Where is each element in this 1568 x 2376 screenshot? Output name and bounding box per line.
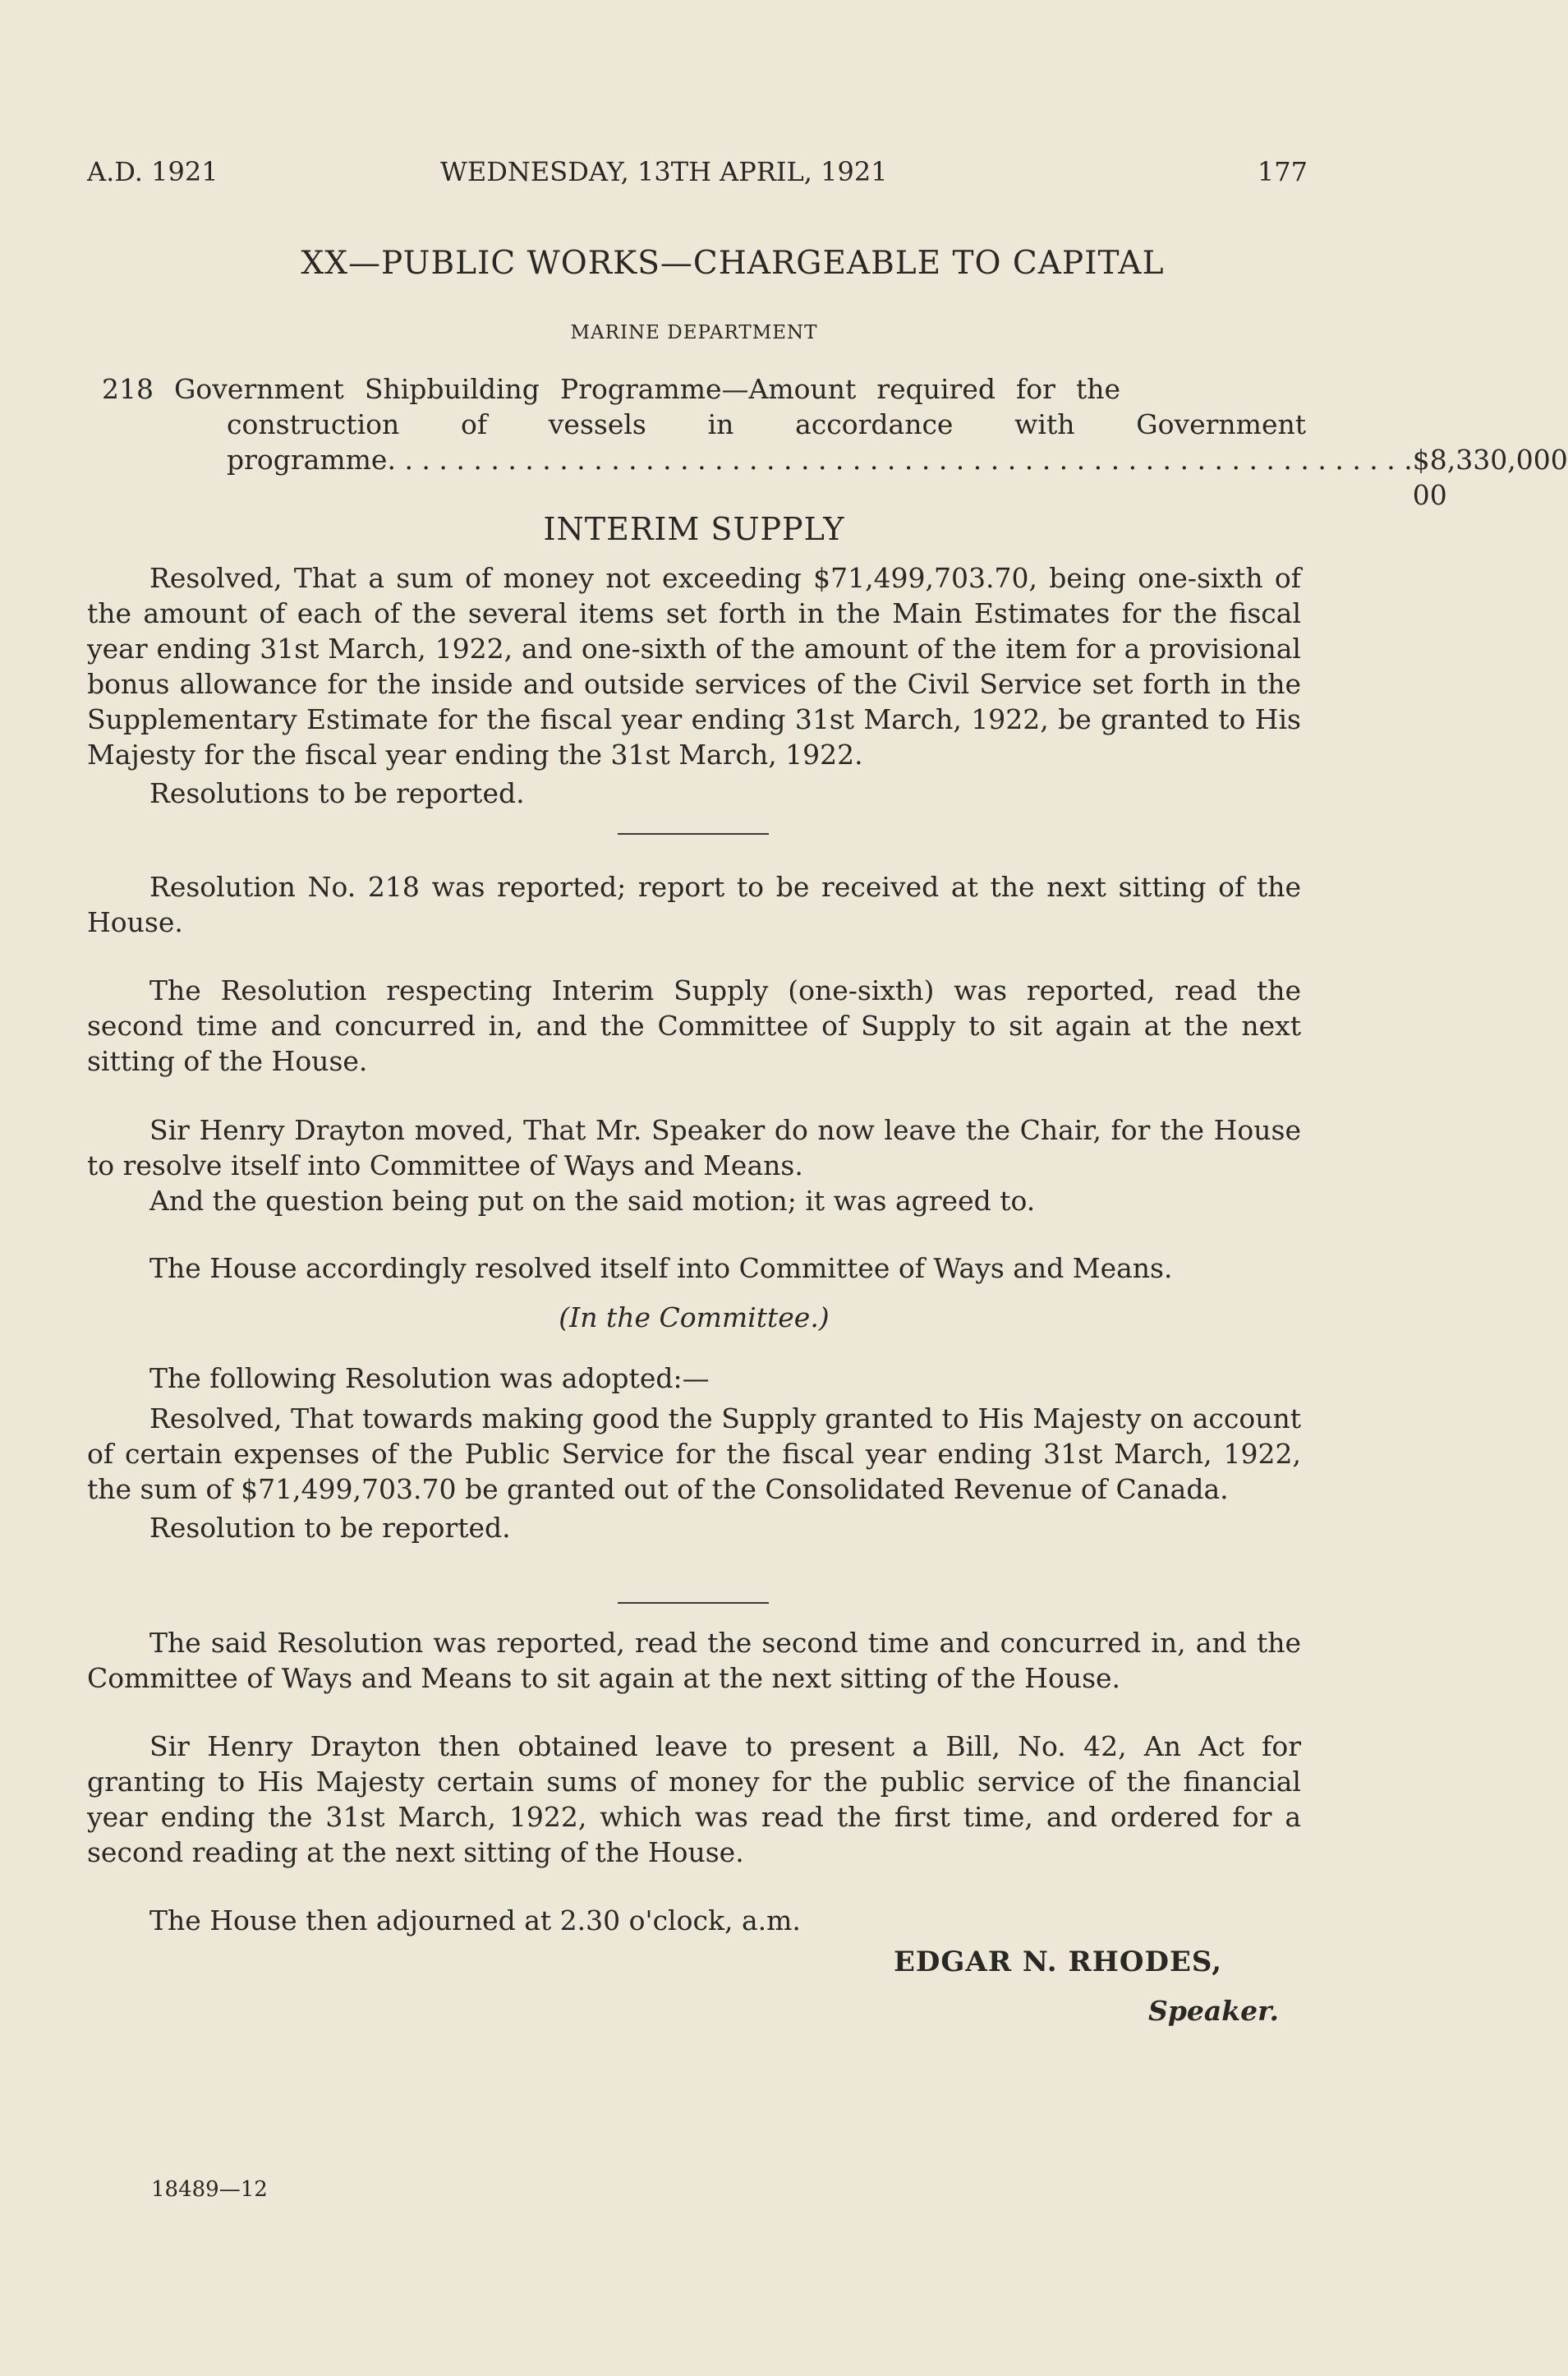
printer-code: 18489—12: [151, 2177, 268, 2202]
paragraph-text: Sir Henry Drayton moved, That Mr. Speaker do now leave the Chair, for the House to resolve itself into Committee of Ways and Means.: [87, 1114, 1301, 1181]
paragraph-text: The House then adjourned at 2.30 o'clock, a.m.: [149, 1904, 801, 1936]
paragraph-to-be-reported: Resolutions to be reported.: [149, 777, 525, 809]
running-header: [87, 156, 1308, 196]
paragraph-resolved-supply: Resolved, That towards making good the Supply granted to His Majesty on account of certain expenses of the Public Service for the fiscal year ending 31st March, 1922, the sum of $71,499,703.70 be granted out of the Consolidated Revenue of Canada.: [87, 1402, 1301, 1505]
paragraph-text: Resolution No. 218 was reported; report to be received at the next sitting of the House.: [87, 871, 1301, 938]
section-title: XX—PUBLIC WORKS—CHARGEABLE TO CAPITAL: [301, 245, 1165, 282]
estimate-item: [102, 371, 1568, 513]
header-date: WEDNESDAY, 13TH APRIL, 1921: [440, 156, 888, 187]
paragraph-interim-reported: [87, 973, 1301, 1079]
paragraph-218-reported: [87, 869, 1301, 940]
section-divider: [618, 833, 769, 835]
page-number: 177: [1257, 156, 1308, 187]
paragraph-said-resolution: [87, 1625, 1301, 1696]
dot-leader: . . . . . . . . . . . . . . . . . . . . . . . . . . . . . . . . . . . . . . . . . . . . . . . . . . . . . . . . . . . .: [387, 444, 1413, 476]
department-heading: MARINE DEPARTMENT: [570, 322, 818, 343]
paragraph-text: The Resolution respecting Interim Supply (one-sixth) was reported, read the second time and concurred in, and the Committee of Supply to sit again at the next sitting of the House.: [87, 974, 1301, 1077]
paragraph-resolution-reported: Resolution to be reported.: [149, 1512, 511, 1544]
paragraph-text: Sir Henry Drayton then obtained leave to present a Bill, No. 42, An Act for granting to His Majesty certain sums of money for the public service of the financial year ending the 31st March, 1922, which was read the first time, and ordered for a second reading at the next sitting of the House.: [87, 1730, 1301, 1868]
paragraph-question-put: And the question being put on the said motion; it was agreed to.: [149, 1185, 1036, 1217]
signature-title: Speaker.: [1148, 1995, 1279, 2027]
committee-block: [87, 1361, 1301, 1545]
paragraph-adjourned: [87, 1903, 1301, 1938]
paragraph-text: The House accordingly resolved itself into Committee of Ways and Means.: [149, 1252, 1173, 1284]
item-line-2: construction of vessels in accordance with Government: [227, 408, 1306, 440]
item-amount: $8,330,000 00: [1412, 444, 1568, 511]
item-line-1: 218 Government Shipbuilding Programme—Amount required for the: [102, 373, 1120, 405]
paragraph-drayton-moved: [87, 1112, 1301, 1218]
interim-supply-heading: INTERIM SUPPLY: [543, 511, 845, 547]
resolution-block: [87, 560, 1301, 811]
paragraph-resolved-interim: Resolved, That a sum of money not exceeding $71,499,703.70, being one-sixth of the amount of each of the several items set forth in the Main Estimates for the fiscal year ending 31st March, 1922, and one-sixth of the amount of the item for a provisional bonus allowance for the inside and outside services of the Civil Service set forth in the Supplementary Estimate for the fiscal year ending 31st March, 1922, be granted to His Majesty for the fiscal year ending the 31st March, 1922.: [87, 562, 1301, 771]
signature-name: EDGAR N. RHODES,: [894, 1945, 1223, 1978]
item-label: programme: [227, 444, 388, 476]
paragraph-bill: [87, 1729, 1301, 1870]
header-year: A.D. 1921: [87, 156, 218, 187]
item-line-3: [102, 442, 1568, 513]
section-divider: [618, 1602, 769, 1604]
paragraph-house-resolved: [87, 1250, 1301, 1286]
paragraph-text: The said Resolution was reported, read the second time and concurred in, and the Committee of Ways and Means to sit again at the next sitting of the House.: [87, 1627, 1301, 1694]
in-committee-heading: (In the Committee.): [559, 1301, 830, 1333]
paragraph-following: The following Resolution was adopted:—: [149, 1362, 710, 1394]
